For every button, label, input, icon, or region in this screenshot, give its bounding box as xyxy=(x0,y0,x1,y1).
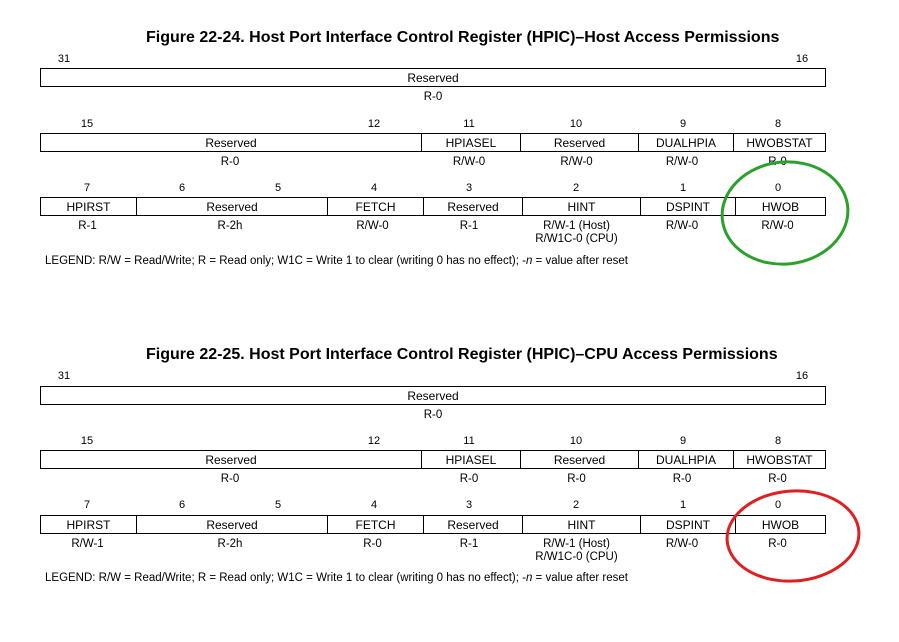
legend-text: LEGEND: R/W = Read/Write; R = Read only; W1C = Write 1 to clear (writing 0 has no effect); - xyxy=(45,572,526,584)
access-fetch: R/W-0 xyxy=(356,220,389,232)
field-hwob: HWOB xyxy=(735,198,825,215)
field-fetch: FETCH xyxy=(327,516,423,533)
bit-label-15: 15 xyxy=(80,118,94,130)
register-mid-row xyxy=(40,133,826,152)
field-hwobstat: HWOBSTAT xyxy=(733,451,825,468)
bit-label-10: 10 xyxy=(569,118,583,130)
access-hint xyxy=(518,220,635,246)
register-upper-row xyxy=(40,68,826,87)
access-hint-cpu: R/W1C-0 (CPU) xyxy=(535,233,618,245)
field-hwobstat: HWOBSTAT xyxy=(733,134,825,151)
bit-label-31: 31 xyxy=(57,370,71,382)
access-reserved-3: R-1 xyxy=(459,538,479,550)
register-low-row xyxy=(40,197,826,216)
access-hint-host: R/W-1 (Host) xyxy=(543,538,610,550)
bit-label-31: 31 xyxy=(57,53,71,65)
bit-label-9: 9 xyxy=(679,435,687,447)
legend xyxy=(45,572,628,584)
access-reserved-6-5: R-2h xyxy=(217,220,243,232)
bit-label-3: 3 xyxy=(465,182,473,194)
field-reserved-31-16: Reserved xyxy=(407,388,459,403)
field-fetch: FETCH xyxy=(327,198,423,215)
register-low-row xyxy=(40,515,826,534)
field-reserved-10: Reserved xyxy=(520,134,638,151)
access-hpiasel: R-0 xyxy=(459,473,479,485)
bit-label-16: 16 xyxy=(795,53,809,65)
bit-label-10: 10 xyxy=(569,435,583,447)
access-reserved-31-16: R-0 xyxy=(423,91,443,103)
field-reserved-31-16: Reserved xyxy=(407,70,459,85)
bit-label-8: 8 xyxy=(774,118,782,130)
bit-label-0: 0 xyxy=(774,182,782,194)
register-upper-row xyxy=(40,386,826,405)
access-hint xyxy=(518,538,635,564)
legend-variable: n xyxy=(525,572,533,584)
access-reserved-15-12: R-0 xyxy=(220,473,240,485)
field-hint: HINT xyxy=(522,516,640,533)
access-hint-host: R/W-1 (Host) xyxy=(543,220,610,232)
bit-label-12: 12 xyxy=(367,435,381,447)
bit-label-15: 15 xyxy=(80,435,94,447)
access-dspint: R/W-0 xyxy=(665,538,699,550)
field-reserved-15-12: Reserved xyxy=(205,135,257,150)
legend-text-end: = value after reset xyxy=(532,572,628,584)
bit-label-5: 5 xyxy=(274,499,282,511)
access-reserved-10: R/W-0 xyxy=(560,156,593,168)
field-reserved-3: Reserved xyxy=(423,516,522,533)
field-hpirst: HPIRST xyxy=(66,517,111,532)
bit-label-6: 6 xyxy=(178,182,186,194)
figure-title: Figure 22-24. Host Port Interface Control Register (HPIC)–Host Access Permissions xyxy=(146,29,780,46)
field-dspint: DSPINT xyxy=(640,516,735,533)
field-dualhpia: DUALHPIA xyxy=(638,451,733,468)
access-reserved-6-5: R-2h xyxy=(217,538,243,550)
figure-title: Figure 22-25. Host Port Interface Control Register (HPIC)–CPU Access Permissions xyxy=(146,346,778,363)
bit-label-0: 0 xyxy=(774,499,782,511)
bit-label-5: 5 xyxy=(274,182,282,194)
register-mid-row xyxy=(40,450,826,469)
bit-label-7: 7 xyxy=(83,182,91,194)
bit-label-12: 12 xyxy=(367,118,381,130)
legend-text: LEGEND: R/W = Read/Write; R = Read only; W1C = Write 1 to clear (writing 0 has no effect); - xyxy=(45,255,526,267)
legend xyxy=(45,255,628,267)
access-reserved-3: R-1 xyxy=(459,220,479,232)
access-hwobstat: R-0 xyxy=(768,156,787,168)
access-fetch: R-0 xyxy=(363,538,382,550)
legend-variable: n xyxy=(525,255,533,267)
access-reserved-10: R-0 xyxy=(567,473,586,485)
access-hpirst: R/W-1 xyxy=(71,538,104,550)
field-reserved-3: Reserved xyxy=(423,198,522,215)
bit-label-4: 4 xyxy=(370,499,378,511)
access-dspint: R/W-0 xyxy=(665,220,699,232)
field-hwob: HWOB xyxy=(735,516,825,533)
bit-label-2: 2 xyxy=(572,499,580,511)
access-reserved-31-16: R-0 xyxy=(423,409,443,421)
access-hwob: R/W-0 xyxy=(761,220,794,232)
field-dualhpia: DUALHPIA xyxy=(638,134,733,151)
bit-label-11: 11 xyxy=(463,435,475,447)
bit-label-2: 2 xyxy=(572,182,580,194)
bit-label-1: 1 xyxy=(679,182,687,194)
field-dspint: DSPINT xyxy=(640,198,735,215)
field-reserved-10: Reserved xyxy=(520,451,638,468)
access-reserved-15-12: R-0 xyxy=(220,156,240,168)
bit-label-11: 11 xyxy=(463,118,475,130)
access-hpirst: R-1 xyxy=(78,220,97,232)
bit-label-7: 7 xyxy=(83,499,91,511)
field-reserved-6-5: Reserved xyxy=(136,198,327,215)
bit-label-8: 8 xyxy=(774,435,782,447)
access-dualhpia: R-0 xyxy=(672,473,692,485)
field-reserved-6-5: Reserved xyxy=(136,516,327,533)
field-hpirst: HPIRST xyxy=(66,199,111,214)
bit-label-16: 16 xyxy=(795,370,809,382)
access-hpiasel: R/W-0 xyxy=(452,156,486,168)
access-hwob: R-0 xyxy=(768,538,787,550)
bit-label-9: 9 xyxy=(679,118,687,130)
field-hpiasel: HPIASEL xyxy=(421,451,520,468)
bit-label-3: 3 xyxy=(465,499,473,511)
field-hpiasel: HPIASEL xyxy=(421,134,520,151)
bit-label-1: 1 xyxy=(679,499,687,511)
bit-label-6: 6 xyxy=(178,499,186,511)
access-hwobstat: R-0 xyxy=(768,473,787,485)
field-hint: HINT xyxy=(522,198,640,215)
access-hint-cpu: R/W1C-0 (CPU) xyxy=(535,551,618,563)
field-reserved-15-12: Reserved xyxy=(205,452,257,467)
legend-text-end: = value after reset xyxy=(532,255,628,267)
access-dualhpia: R/W-0 xyxy=(665,156,699,168)
bit-label-4: 4 xyxy=(370,182,378,194)
